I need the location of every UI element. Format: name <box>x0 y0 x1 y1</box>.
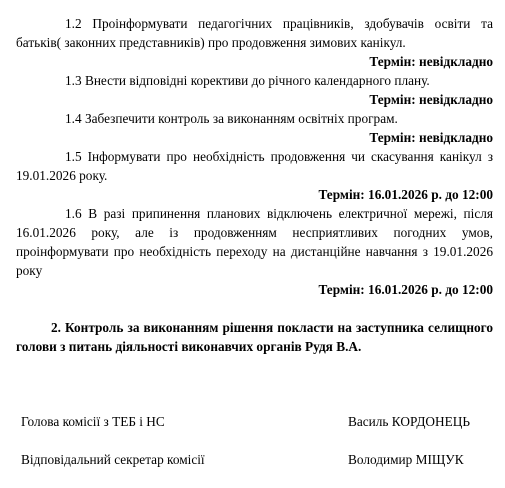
item-1-4-text: 1.4 Забезпечити контроль за виконанням освітніх програм. <box>65 111 398 126</box>
signature-row <box>21 450 493 469</box>
item-1-5-text: 1.5 Інформувати про необхідність продовження чи скасування канікул з 19.01.2026 року. <box>16 149 493 183</box>
signature-name: Володимир МІЩУК <box>348 452 464 467</box>
signature-block <box>21 412 493 488</box>
item-1-6-text: 1.6 В разі припинення планових відключень електричної мережі, після 16.01.2026 року, але із продовженням несприятливих погодних умов, проінформувати про необхідність переходу на дистанційне навчання з 19.01.2026 року <box>16 206 493 278</box>
signature-role: Голова комісії з ТЕБ і НС <box>21 414 165 429</box>
signature-row <box>21 412 493 431</box>
document-body <box>16 14 493 369</box>
item-1-5-deadline: Термін: 16.01.2026 р. до 12:00 <box>318 187 493 202</box>
item-1-3-text: 1.3 Внести відповідні корективи до річного календарного плану. <box>65 73 430 88</box>
item-1-2-text: 1.2 Проінформувати педагогічних працівників, здобувачів освіти та батьків( законних представників) про продовження зимових канікул. <box>16 16 493 50</box>
item-1-3-deadline: Термін: невідкладно <box>369 92 493 107</box>
item-1-6-deadline: Термін: 16.01.2026 р. до 12:00 <box>318 282 493 297</box>
section-2-text: 2. Контроль за виконанням рішення покласти на заступника селищного голови з питань діяльності виконавчих органів Рудя В.А. <box>16 320 493 354</box>
item-1-4-deadline: Термін: невідкладно <box>369 130 493 145</box>
signature-name: Василь КОРДОНЕЦЬ <box>348 414 470 429</box>
signature-role: Відповідальний секретар комісії <box>21 452 205 467</box>
item-1-2-deadline: Термін: невідкладно <box>369 54 493 69</box>
